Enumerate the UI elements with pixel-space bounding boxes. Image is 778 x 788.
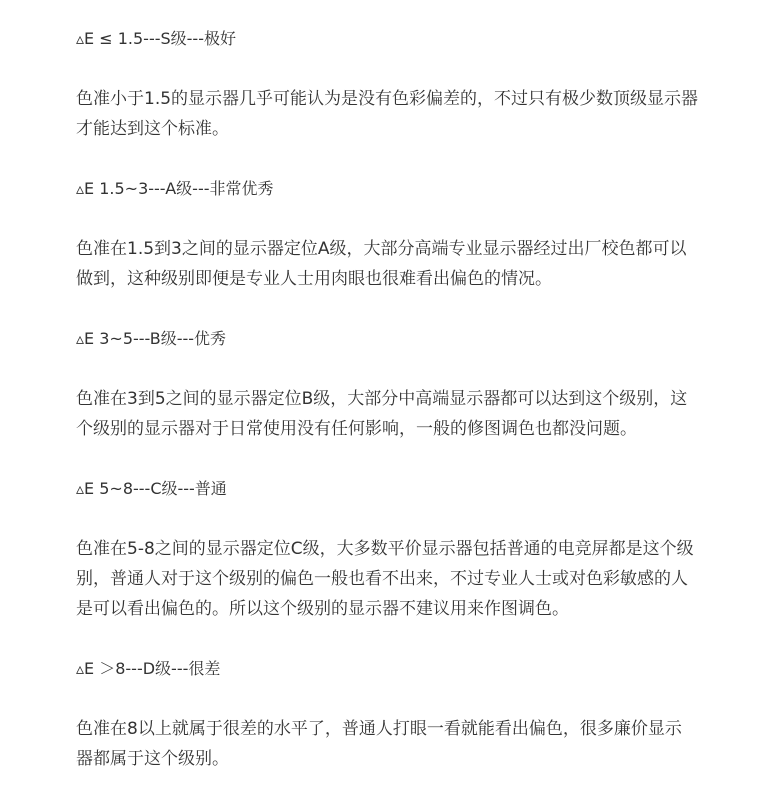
paragraph-line: 别，普通人对于这个级别的偏色一般也看不出来，不过专业人士或对色彩敏感的人 xyxy=(76,569,688,589)
section-heading-c: ▵E 5~8---C级---普通 xyxy=(76,479,227,498)
paragraph-line: 色准在3到5之间的显示器定位B级，大部分中高端显示器都可以达到这个级别，这 xyxy=(76,389,688,409)
section-heading-d: ▵E ＞8---D级---很差 xyxy=(76,659,221,678)
paragraph-line: 器都属于这个级别。 xyxy=(76,749,229,769)
paragraph-line: 才能达到这个标准。 xyxy=(76,119,229,139)
paragraph-line: 色准在1.5到3之间的显示器定位A级，大部分高端专业显示器经过出厂校色都可以 xyxy=(76,239,687,259)
section-paragraph-c xyxy=(76,534,736,624)
paragraph-line: 是可以看出偏色的。所以这个级别的显示器不建议用来作图调色。 xyxy=(76,599,569,619)
section-paragraph-b xyxy=(76,384,736,444)
paragraph-line: 色准在5-8之间的显示器定位C级，大多数平价显示器包括普通的电竞屏都是这个级 xyxy=(76,539,694,559)
section-paragraph-d xyxy=(76,714,736,774)
section-heading-a: ▵E 1.5~3---A级---非常优秀 xyxy=(76,179,274,198)
paragraph-line: 做到，这种级别即便是专业人士用肉眼也很难看出偏色的情况。 xyxy=(76,269,552,289)
paragraph-line: 个级别的显示器对于日常使用没有任何影响，一般的修图调色也都没问题。 xyxy=(76,419,637,439)
section-heading-s: ▵E ≤ 1.5---S级---极好 xyxy=(76,29,236,48)
paragraph-line: 色准在8以上就属于很差的水平了，普通人打眼一看就能看出偏色，很多廉价显示 xyxy=(76,719,682,739)
section-paragraph-a xyxy=(76,234,736,294)
section-heading-b: ▵E 3~5---B级---优秀 xyxy=(76,329,227,348)
section-paragraph-s xyxy=(76,84,736,144)
paragraph-line: 色准小于1.5的显示器几乎可能认为是没有色彩偏差的，不过只有极少数顶级显示器 xyxy=(76,89,699,109)
